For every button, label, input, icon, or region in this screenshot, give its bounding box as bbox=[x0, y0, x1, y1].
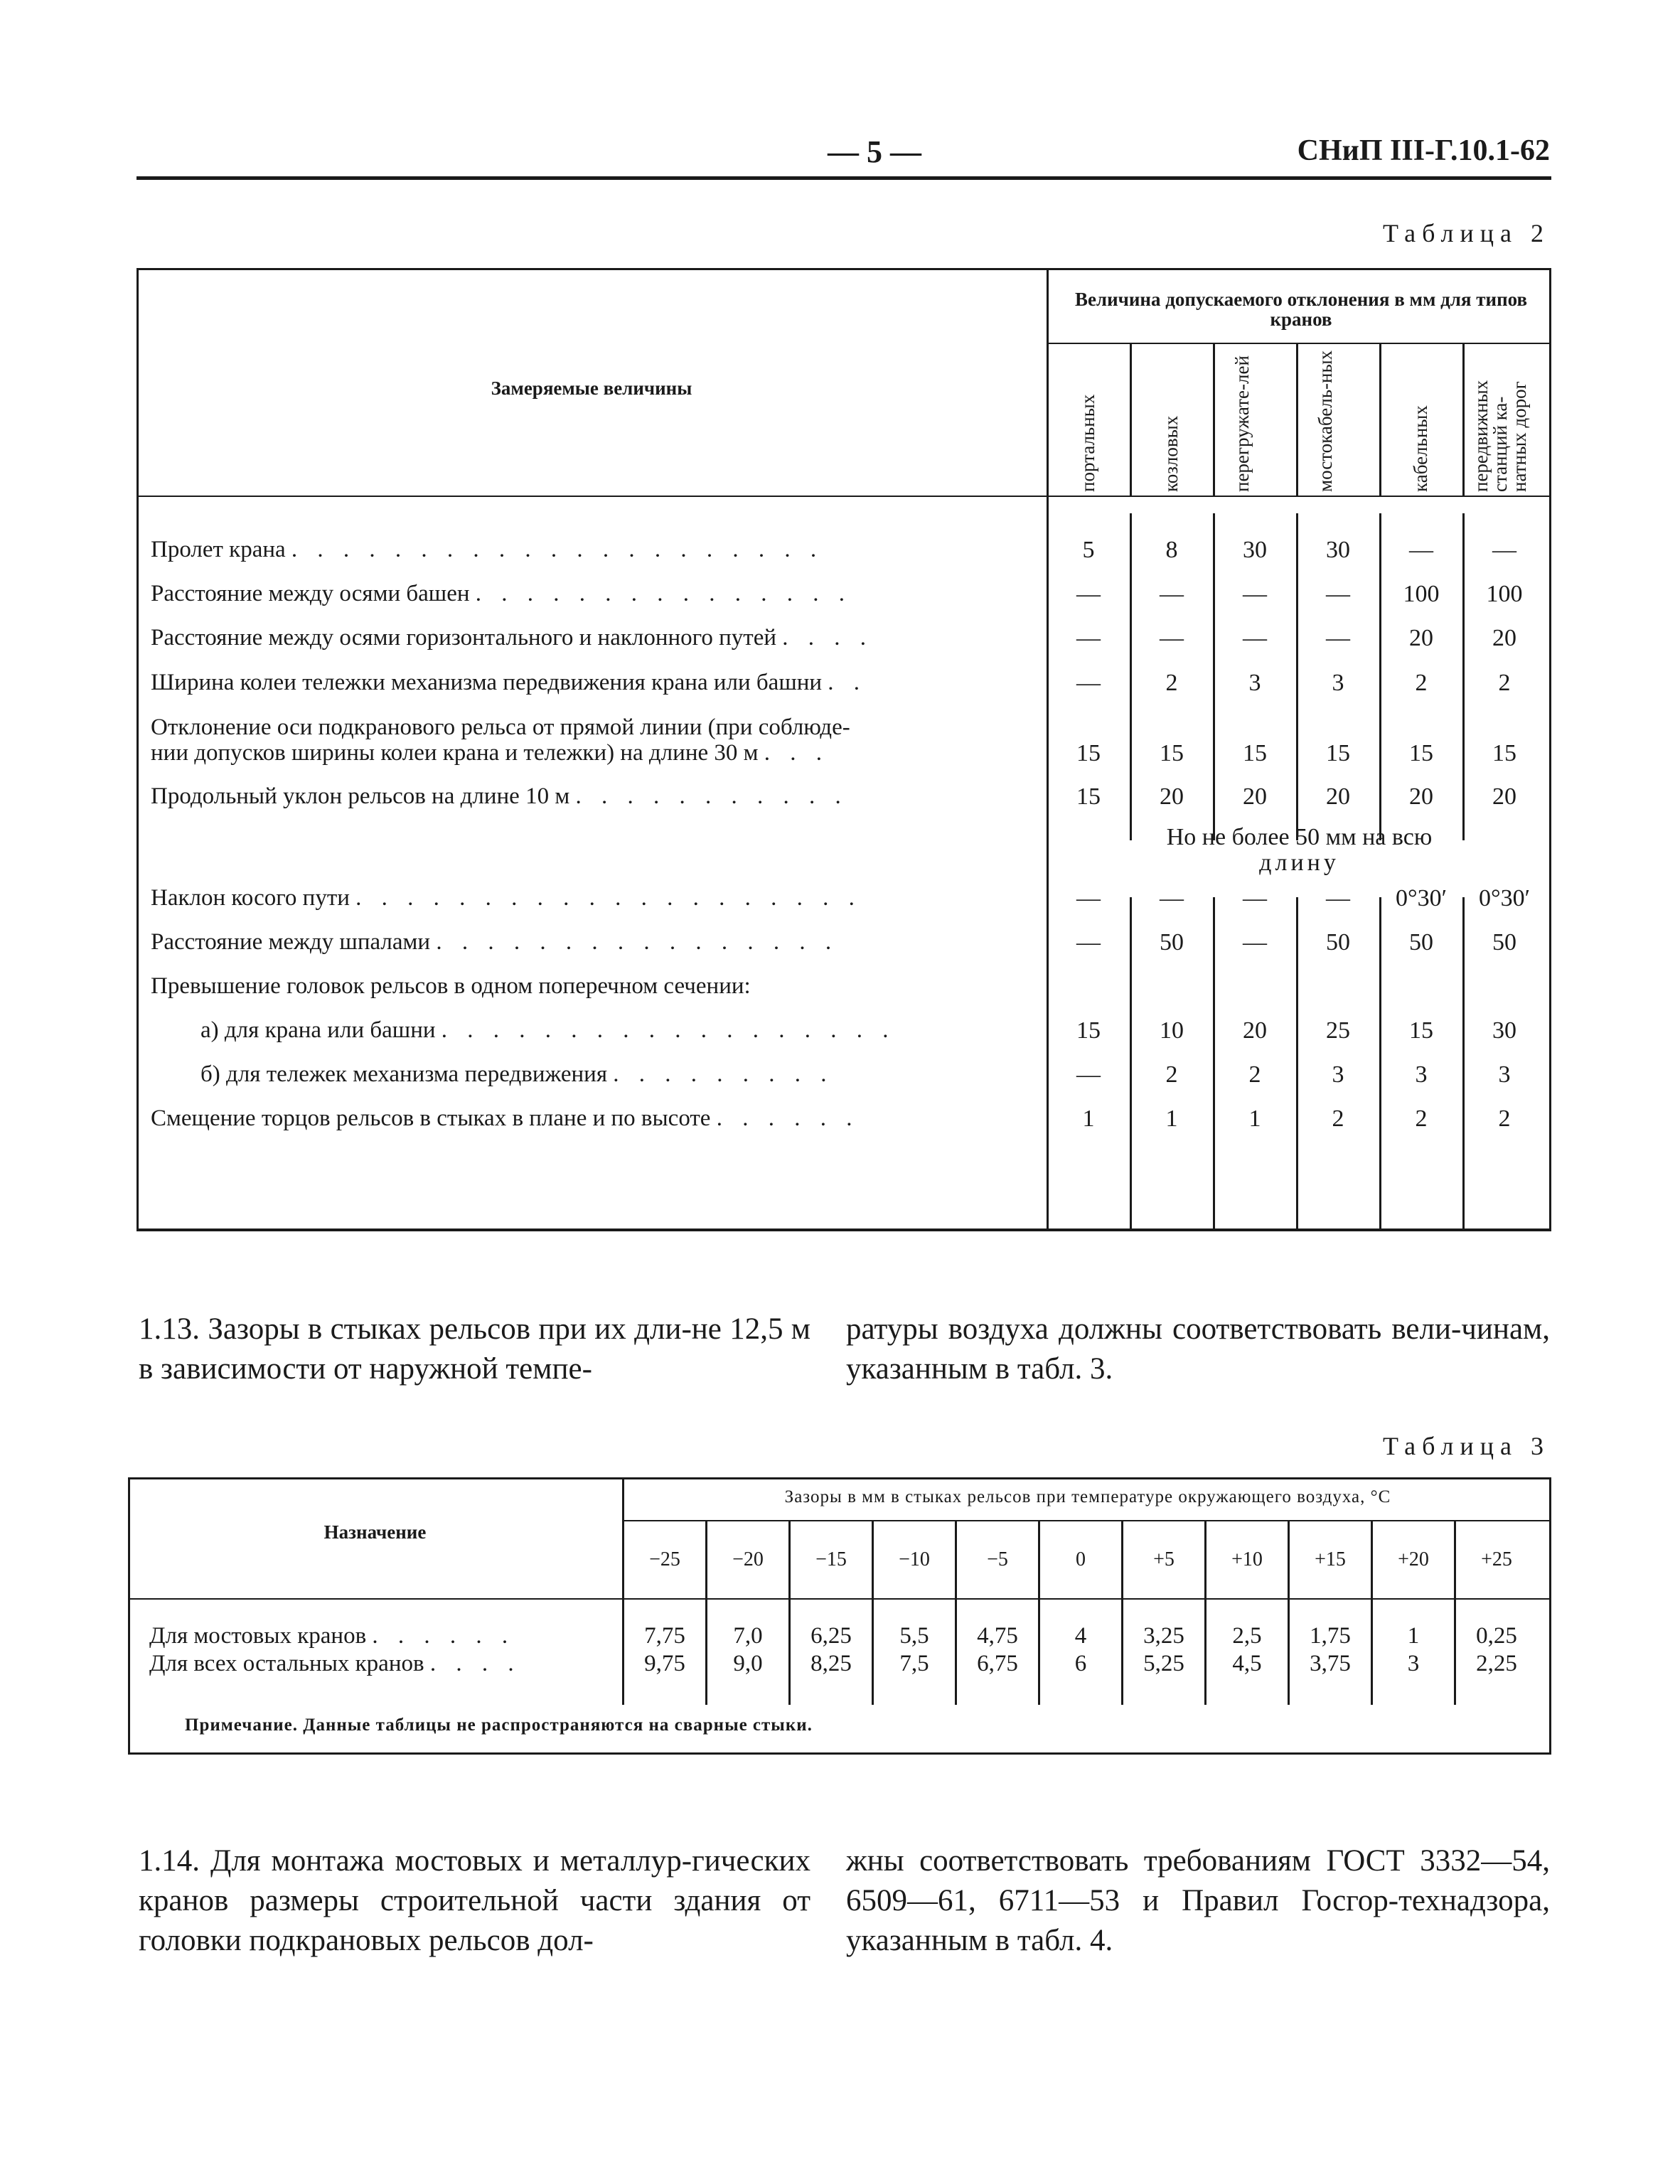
row-label: Расстояние между осями горизонтального и наклонного путей . . . . bbox=[151, 625, 874, 651]
col-header-portal: портальных bbox=[1077, 394, 1098, 492]
table-cell: 2 bbox=[1165, 1061, 1178, 1088]
table-cell: 1 bbox=[1082, 1106, 1095, 1132]
table-cell: 100 bbox=[1403, 581, 1440, 607]
table-cell: 3 bbox=[1248, 670, 1261, 696]
table-cell: 15 bbox=[1076, 740, 1101, 766]
col-header-ropeway: передвижных станций ка-натных дорог bbox=[1470, 380, 1530, 492]
row-label: Для всех остальных кранов . . . . bbox=[149, 1651, 521, 1676]
table-cell: 30 bbox=[1243, 537, 1267, 563]
temp-header: −25 bbox=[649, 1548, 680, 1570]
table-cell: 6,75 bbox=[977, 1651, 1018, 1676]
header-rule bbox=[137, 176, 1551, 180]
table-cell: 20 bbox=[1326, 783, 1350, 810]
table-cell: 20 bbox=[1409, 625, 1433, 651]
table-cell: 9,0 bbox=[733, 1651, 763, 1676]
temp-header: 0 bbox=[1076, 1548, 1086, 1570]
table-2-left-border bbox=[137, 268, 139, 1231]
table-cell: 0,25 bbox=[1476, 1623, 1517, 1649]
document-code: СНиП III-Г.10.1-62 bbox=[1297, 134, 1550, 167]
table-cell: 15 bbox=[1409, 740, 1433, 766]
temp-header: +10 bbox=[1231, 1548, 1263, 1570]
table-cell: — bbox=[1076, 885, 1101, 911]
col-header-cable: кабельных bbox=[1410, 405, 1431, 492]
table-3-gap-header: Зазоры в мм в стыках рельсов при температуре окружающего воздуха, °С bbox=[784, 1487, 1391, 1506]
table-cell: 2 bbox=[1248, 1061, 1261, 1088]
table-3-header-bottom-rule bbox=[128, 1598, 1551, 1600]
row-label: Продольный уклон рельсов на длине 10 м . . . . . . . . . . . bbox=[151, 783, 848, 809]
table-cell: 50 bbox=[1160, 929, 1184, 956]
paragraph-1-13-right: ратуры воздуха должны соответствовать вели-чинам, указанным в табл. 3. bbox=[846, 1312, 1550, 1386]
table-cell: 1,75 bbox=[1310, 1623, 1351, 1649]
table-cell: 50 bbox=[1409, 929, 1433, 956]
table-3 bbox=[128, 1477, 1551, 1755]
table-cell: — bbox=[1076, 625, 1101, 651]
temp-header: −5 bbox=[987, 1548, 1008, 1570]
row-label: Превышение головок рельсов в одном поперечном сечении: bbox=[151, 973, 751, 999]
table-cell: 30 bbox=[1492, 1017, 1516, 1044]
col-header-transfer: перегружате-лей bbox=[1231, 355, 1253, 492]
table-cell: 2 bbox=[1498, 670, 1511, 696]
table-cell: 8,25 bbox=[810, 1651, 852, 1676]
row-label: Отклонение оси подкранового рельса от прямой линии (при соблюде- bbox=[151, 714, 850, 740]
table-cell: 20 bbox=[1492, 783, 1516, 810]
table-2-top-rule bbox=[137, 268, 1551, 270]
table-cell: 5,25 bbox=[1143, 1651, 1184, 1676]
table-cell: 3,75 bbox=[1310, 1651, 1351, 1676]
table-cell: — bbox=[1326, 581, 1350, 607]
table-2-col-divider bbox=[1462, 343, 1465, 496]
temp-header: +25 bbox=[1481, 1548, 1512, 1570]
table-2-col-divider bbox=[1213, 343, 1215, 496]
table-cell: 2 bbox=[1332, 1106, 1344, 1132]
row-label: Ширина колеи тележки механизма передвижения крана или башни . . bbox=[151, 670, 867, 695]
table-cell: 2 bbox=[1415, 670, 1428, 696]
table-cell: 30 bbox=[1326, 537, 1350, 563]
table-cell: 6 bbox=[1074, 1651, 1087, 1676]
table-2-right-border bbox=[1549, 268, 1551, 1231]
table-cell: 20 bbox=[1409, 783, 1433, 810]
table-cell: — bbox=[1409, 537, 1433, 563]
table-cell: 15 bbox=[1492, 740, 1516, 766]
temp-header: +15 bbox=[1315, 1548, 1346, 1570]
col-header-gantry: козловых bbox=[1160, 415, 1182, 492]
table-cell: — bbox=[1326, 625, 1350, 651]
row-label: Пролет крана . . . . . . . . . . . . . . . . . . . . . bbox=[151, 537, 824, 562]
row-label: а) для крана или башни . . . . . . . . . . . . . . . . . . bbox=[200, 1017, 896, 1043]
paragraph-1-14-left: 1.14. Для монтажа мостовых и металлур-гических кранов размеры строительной части здания от головки подкрановых рельсов дол- bbox=[139, 1844, 810, 1957]
table-cell: 15 bbox=[1243, 740, 1267, 766]
table-cell: 7,75 bbox=[644, 1623, 685, 1649]
table-3-top-rule bbox=[128, 1477, 1551, 1479]
table-3-purpose-header: Назначение bbox=[323, 1521, 427, 1543]
table-cell: 2,25 bbox=[1476, 1651, 1517, 1676]
table-cell: 1 bbox=[1248, 1106, 1261, 1132]
row-label: Наклон косого пути . . . . . . . . . . . . . . . . . . . . bbox=[151, 885, 862, 911]
table-cell: 15 bbox=[1409, 1017, 1433, 1044]
table-cell: — bbox=[1076, 581, 1101, 607]
table-cell: 4,75 bbox=[977, 1623, 1018, 1649]
table-cell: 50 bbox=[1492, 929, 1516, 956]
table-cell: 15 bbox=[1160, 740, 1184, 766]
table-cell: — bbox=[1243, 625, 1267, 651]
table-2-header-bottom-rule bbox=[137, 496, 1551, 497]
temp-header: +20 bbox=[1398, 1548, 1429, 1570]
table-cell: 3 bbox=[1415, 1061, 1428, 1088]
table-cell: — bbox=[1243, 885, 1267, 911]
table-cell: 3,25 bbox=[1143, 1623, 1184, 1649]
table-cell: 1 bbox=[1165, 1106, 1178, 1132]
table-cell: 7,5 bbox=[899, 1651, 929, 1676]
table-cell: 6,25 bbox=[810, 1623, 852, 1649]
paragraph-1-14-right: жны соответствовать требованиям ГОСТ 3332—54, 6509—61, 6711—53 и Правил Госгор-технадзора, указанным в табл. 4. bbox=[846, 1844, 1550, 1957]
table-cell: — bbox=[1492, 537, 1516, 563]
table-2-col-divider bbox=[1130, 343, 1132, 496]
span-note: Но не более 50 мм на всю bbox=[1166, 824, 1433, 850]
table-cell: — bbox=[1160, 625, 1184, 651]
table-cell: — bbox=[1076, 929, 1101, 956]
span-note: длину bbox=[1259, 850, 1339, 876]
col-header-bridge-cable: мостокабель-ных bbox=[1315, 350, 1336, 492]
table-2-tolerance-header: Величина допускаемого отклонения в мм для типов кранов bbox=[1074, 289, 1528, 331]
table-cell: 3 bbox=[1498, 1061, 1511, 1088]
table-3-left-border bbox=[128, 1477, 130, 1755]
table-cell: 3 bbox=[1407, 1651, 1420, 1676]
table-cell: 15 bbox=[1076, 1017, 1101, 1044]
table-cell: 3 bbox=[1332, 1061, 1344, 1088]
table-cell: — bbox=[1326, 885, 1350, 911]
table-cell: 0°30′ bbox=[1478, 885, 1531, 911]
row-label: Расстояние между осями башен . . . . . . . . . . . . . . . bbox=[151, 581, 852, 606]
table-cell: 100 bbox=[1486, 581, 1523, 607]
table-cell: — bbox=[1076, 670, 1101, 696]
table-cell: 4 bbox=[1074, 1623, 1087, 1649]
row-label: нии допусков ширины колеи крана и тележки) на длине 30 м . . . bbox=[151, 740, 830, 766]
table-cell: 1 bbox=[1407, 1623, 1420, 1649]
temp-header: −15 bbox=[815, 1548, 847, 1570]
table-cell: 3 bbox=[1332, 670, 1344, 696]
table-cell: 2 bbox=[1165, 670, 1178, 696]
table-cell: 20 bbox=[1243, 1017, 1267, 1044]
table-cell: — bbox=[1160, 581, 1184, 607]
table-cell: 8 bbox=[1165, 537, 1178, 563]
table-2 bbox=[137, 268, 1551, 1233]
temp-header: +5 bbox=[1153, 1548, 1175, 1570]
table-cell: 20 bbox=[1492, 625, 1516, 651]
table-cell: 50 bbox=[1326, 929, 1350, 956]
table-cell: 9,75 bbox=[644, 1651, 685, 1676]
temp-header: −20 bbox=[732, 1548, 764, 1570]
table-2-bottom-rule bbox=[137, 1228, 1551, 1231]
table-cell: 2 bbox=[1415, 1106, 1428, 1132]
table-3-bottom-rule bbox=[128, 1752, 1551, 1755]
row-label: б) для тележек механизма передвижения . . . . . . . . . bbox=[200, 1061, 834, 1087]
table-cell: — bbox=[1160, 885, 1184, 911]
row-label: Расстояние между шпалами . . . . . . . . . . . . . . . . bbox=[151, 929, 839, 955]
table-cell: 15 bbox=[1326, 740, 1350, 766]
table-cell: 15 bbox=[1076, 783, 1101, 810]
table-cell: 20 bbox=[1160, 783, 1184, 810]
table-cell: 2 bbox=[1498, 1106, 1511, 1132]
table-3-caption: Таблица 3 bbox=[1383, 1432, 1550, 1460]
table-2-measured-header: Замеряемые величины bbox=[491, 378, 692, 399]
page-number: — 5 — bbox=[828, 134, 921, 169]
table-3-note: Примечание. Данные таблицы не распространяются на сварные стыки. bbox=[185, 1715, 813, 1735]
temp-header: −10 bbox=[899, 1548, 930, 1570]
table-cell: 0°30′ bbox=[1395, 885, 1448, 911]
table-3-header-divider bbox=[622, 1520, 1551, 1521]
row-label: Для мостовых кранов . . . . . . bbox=[149, 1623, 515, 1649]
table-cell: 10 bbox=[1160, 1017, 1184, 1044]
table-cell: — bbox=[1243, 581, 1267, 607]
table-cell: 20 bbox=[1243, 783, 1267, 810]
row-label: Смещение торцов рельсов в стыках в плане и по высоте . . . . . . bbox=[151, 1106, 860, 1131]
table-3-right-border bbox=[1549, 1477, 1551, 1755]
table-2-caption: Таблица 2 bbox=[1383, 219, 1550, 247]
table-cell: 25 bbox=[1326, 1017, 1350, 1044]
table-cell: 5,5 bbox=[899, 1623, 929, 1649]
table-2-col-divider bbox=[1296, 343, 1298, 496]
table-cell: 4,5 bbox=[1232, 1651, 1262, 1676]
table-cell: 7,0 bbox=[733, 1623, 763, 1649]
table-2-col-divider bbox=[1379, 343, 1381, 496]
table-cell: 5 bbox=[1082, 537, 1095, 563]
table-cell: — bbox=[1243, 929, 1267, 956]
table-cell: — bbox=[1076, 1061, 1101, 1088]
table-cell: 2,5 bbox=[1232, 1623, 1262, 1649]
paragraph-1-13-left: 1.13. Зазоры в стыках рельсов при их дли-не 12,5 м в зависимости от наружной темпе- bbox=[139, 1312, 810, 1386]
